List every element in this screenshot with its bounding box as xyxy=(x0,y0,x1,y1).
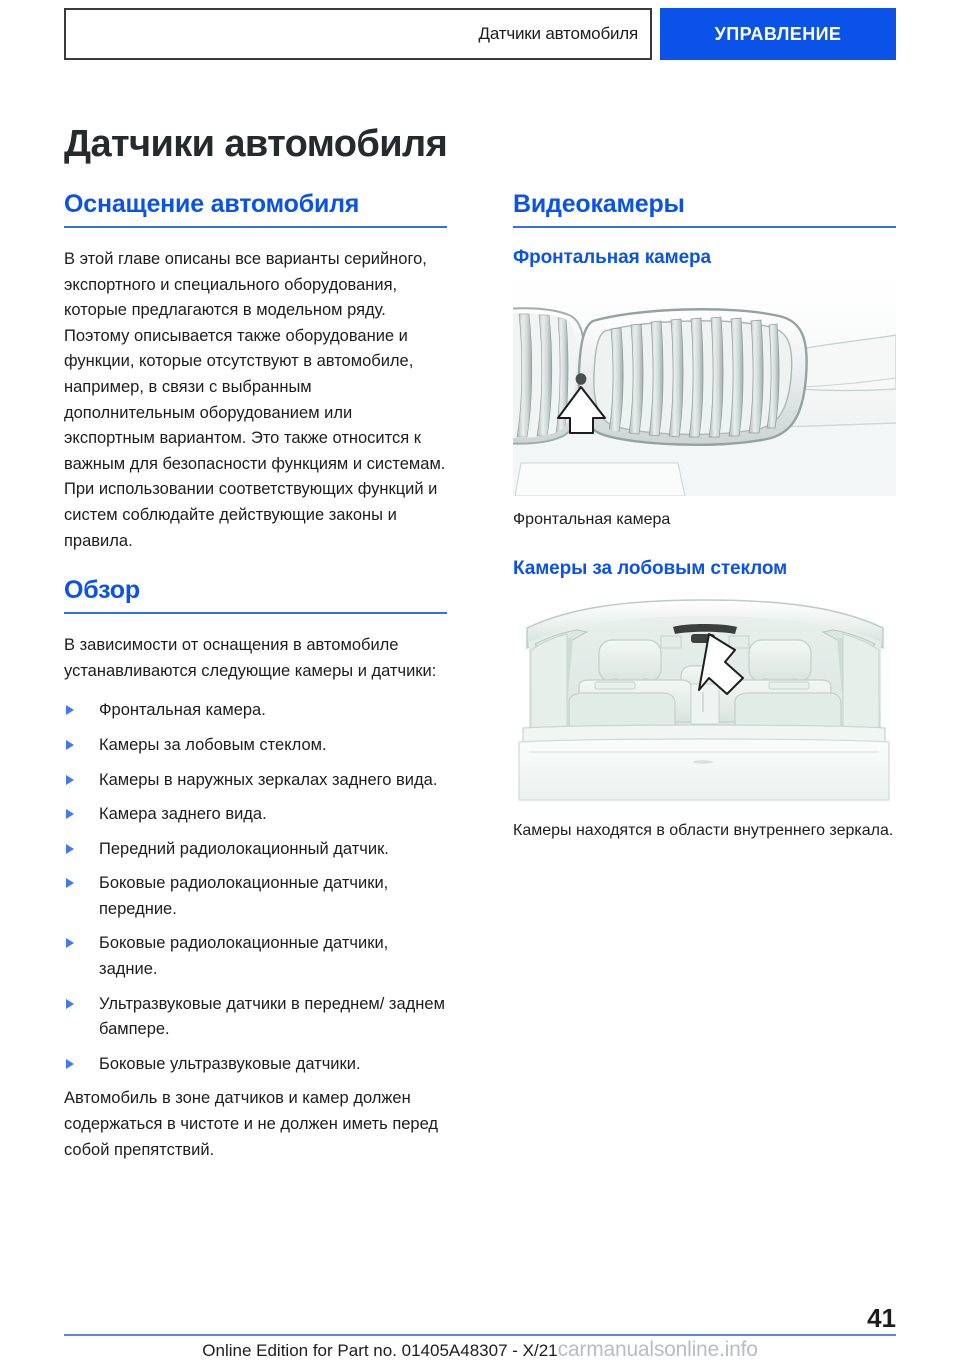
triangle-bullet-icon xyxy=(66,775,74,785)
figure-windshield-cameras xyxy=(513,592,896,843)
section-heading-equipment: Оснащение автомобиля xyxy=(64,190,360,218)
content-columns xyxy=(64,190,896,1185)
page-title: Датчики автомобиля xyxy=(64,123,448,166)
subheading-front-camera: Фронтальная камера xyxy=(513,247,712,268)
list-item xyxy=(64,992,447,1043)
left-column xyxy=(64,190,447,1185)
watermark-text: carmanualsonline.info xyxy=(557,1338,758,1361)
triangle-bullet-icon xyxy=(66,844,74,854)
sensor-list xyxy=(64,698,447,1077)
figure-caption-front-camera: Фронтальная камера xyxy=(513,511,671,528)
list-item-label: Боковые радиолокационные датчики, передние. xyxy=(99,874,389,918)
list-item xyxy=(64,768,447,794)
windshield-cameras-illustration xyxy=(513,592,896,807)
overview-intro-paragraph: В зависимости от оснащения в автомобиле устанавливаются следующие камеры и датчики: xyxy=(64,636,437,680)
list-item xyxy=(64,698,447,724)
list-item-label: Камеры за лобовым стеклом. xyxy=(99,735,327,754)
footer-divider xyxy=(64,1334,896,1336)
list-item-label: Боковые радиолокационные датчики, задние. xyxy=(99,934,389,979)
section-heading-cameras: Видеокамеры xyxy=(513,190,685,218)
breadcrumb: Датчики автомобиля xyxy=(478,24,638,43)
header-chapter-tab xyxy=(660,8,896,60)
right-column xyxy=(513,190,896,1185)
list-item xyxy=(64,802,447,828)
edition-text: Online Edition for Part no. 01405A48307 - X/21 xyxy=(202,1341,558,1360)
list-item xyxy=(64,837,447,863)
triangle-bullet-icon xyxy=(66,938,74,948)
list-item xyxy=(64,733,447,759)
list-item xyxy=(64,1052,447,1078)
list-item xyxy=(64,931,447,982)
section-rule xyxy=(64,612,447,614)
list-item-label: Камера заднего вида. xyxy=(99,805,267,824)
list-item xyxy=(64,871,447,922)
header-breadcrumb-box xyxy=(64,8,652,60)
triangle-bullet-icon xyxy=(66,878,74,888)
figure-front-camera xyxy=(513,281,896,532)
triangle-bullet-icon xyxy=(66,1059,74,1069)
footer-text xyxy=(0,1338,960,1362)
list-item-label: Передний радиолокационный датчик. xyxy=(99,839,389,858)
chapter-tab-label: УПРАВЛЕНИЕ xyxy=(714,23,842,44)
triangle-bullet-icon xyxy=(66,740,74,750)
list-item-label: Камеры в наружных зеркалах заднего вида. xyxy=(99,770,438,789)
section-heading-overview: Обзор xyxy=(64,576,140,605)
triangle-bullet-icon xyxy=(66,999,74,1009)
subheading-windshield-cameras: Камеры за лобовым стеклом xyxy=(513,558,788,579)
triangle-bullet-icon xyxy=(66,809,74,819)
running-header xyxy=(64,8,896,60)
overview-outro-paragraph: Автомобиль в зоне датчиков и камер должен содержаться в чистоте и не должен иметь перед собой препятствий. xyxy=(64,1089,439,1159)
section-rule xyxy=(64,226,447,228)
list-item-label: Боковые ультразвуковые датчики. xyxy=(99,1054,361,1073)
page-number: 41 xyxy=(867,1303,896,1333)
figure-caption-windshield-cameras: Камеры находятся в области внутреннего зеркала. xyxy=(513,822,894,839)
list-item-label: Ультразвуковые датчики в переднем/ заднем бампере. xyxy=(99,994,445,1039)
list-item-label: Фронтальная камера. xyxy=(99,701,266,720)
front-grille-camera-illustration xyxy=(513,281,896,496)
triangle-bullet-icon xyxy=(66,705,74,715)
equipment-paragraph: В этой главе описаны все варианты серийного, экспортного и специального оборудования, которые предлагаются в модельном ряду. Поэтому описывается также оборудование и функции, которые отсутствуют в автомобиле, например, в связи с выбранным дополнительным оборудованием или экспортным вариантом. Это также относится к важным для безопасности функциям и системам. При использовании соответствующих функций и систем соблюдайте действующие законы и правила. xyxy=(64,250,446,550)
section-rule xyxy=(513,226,896,228)
